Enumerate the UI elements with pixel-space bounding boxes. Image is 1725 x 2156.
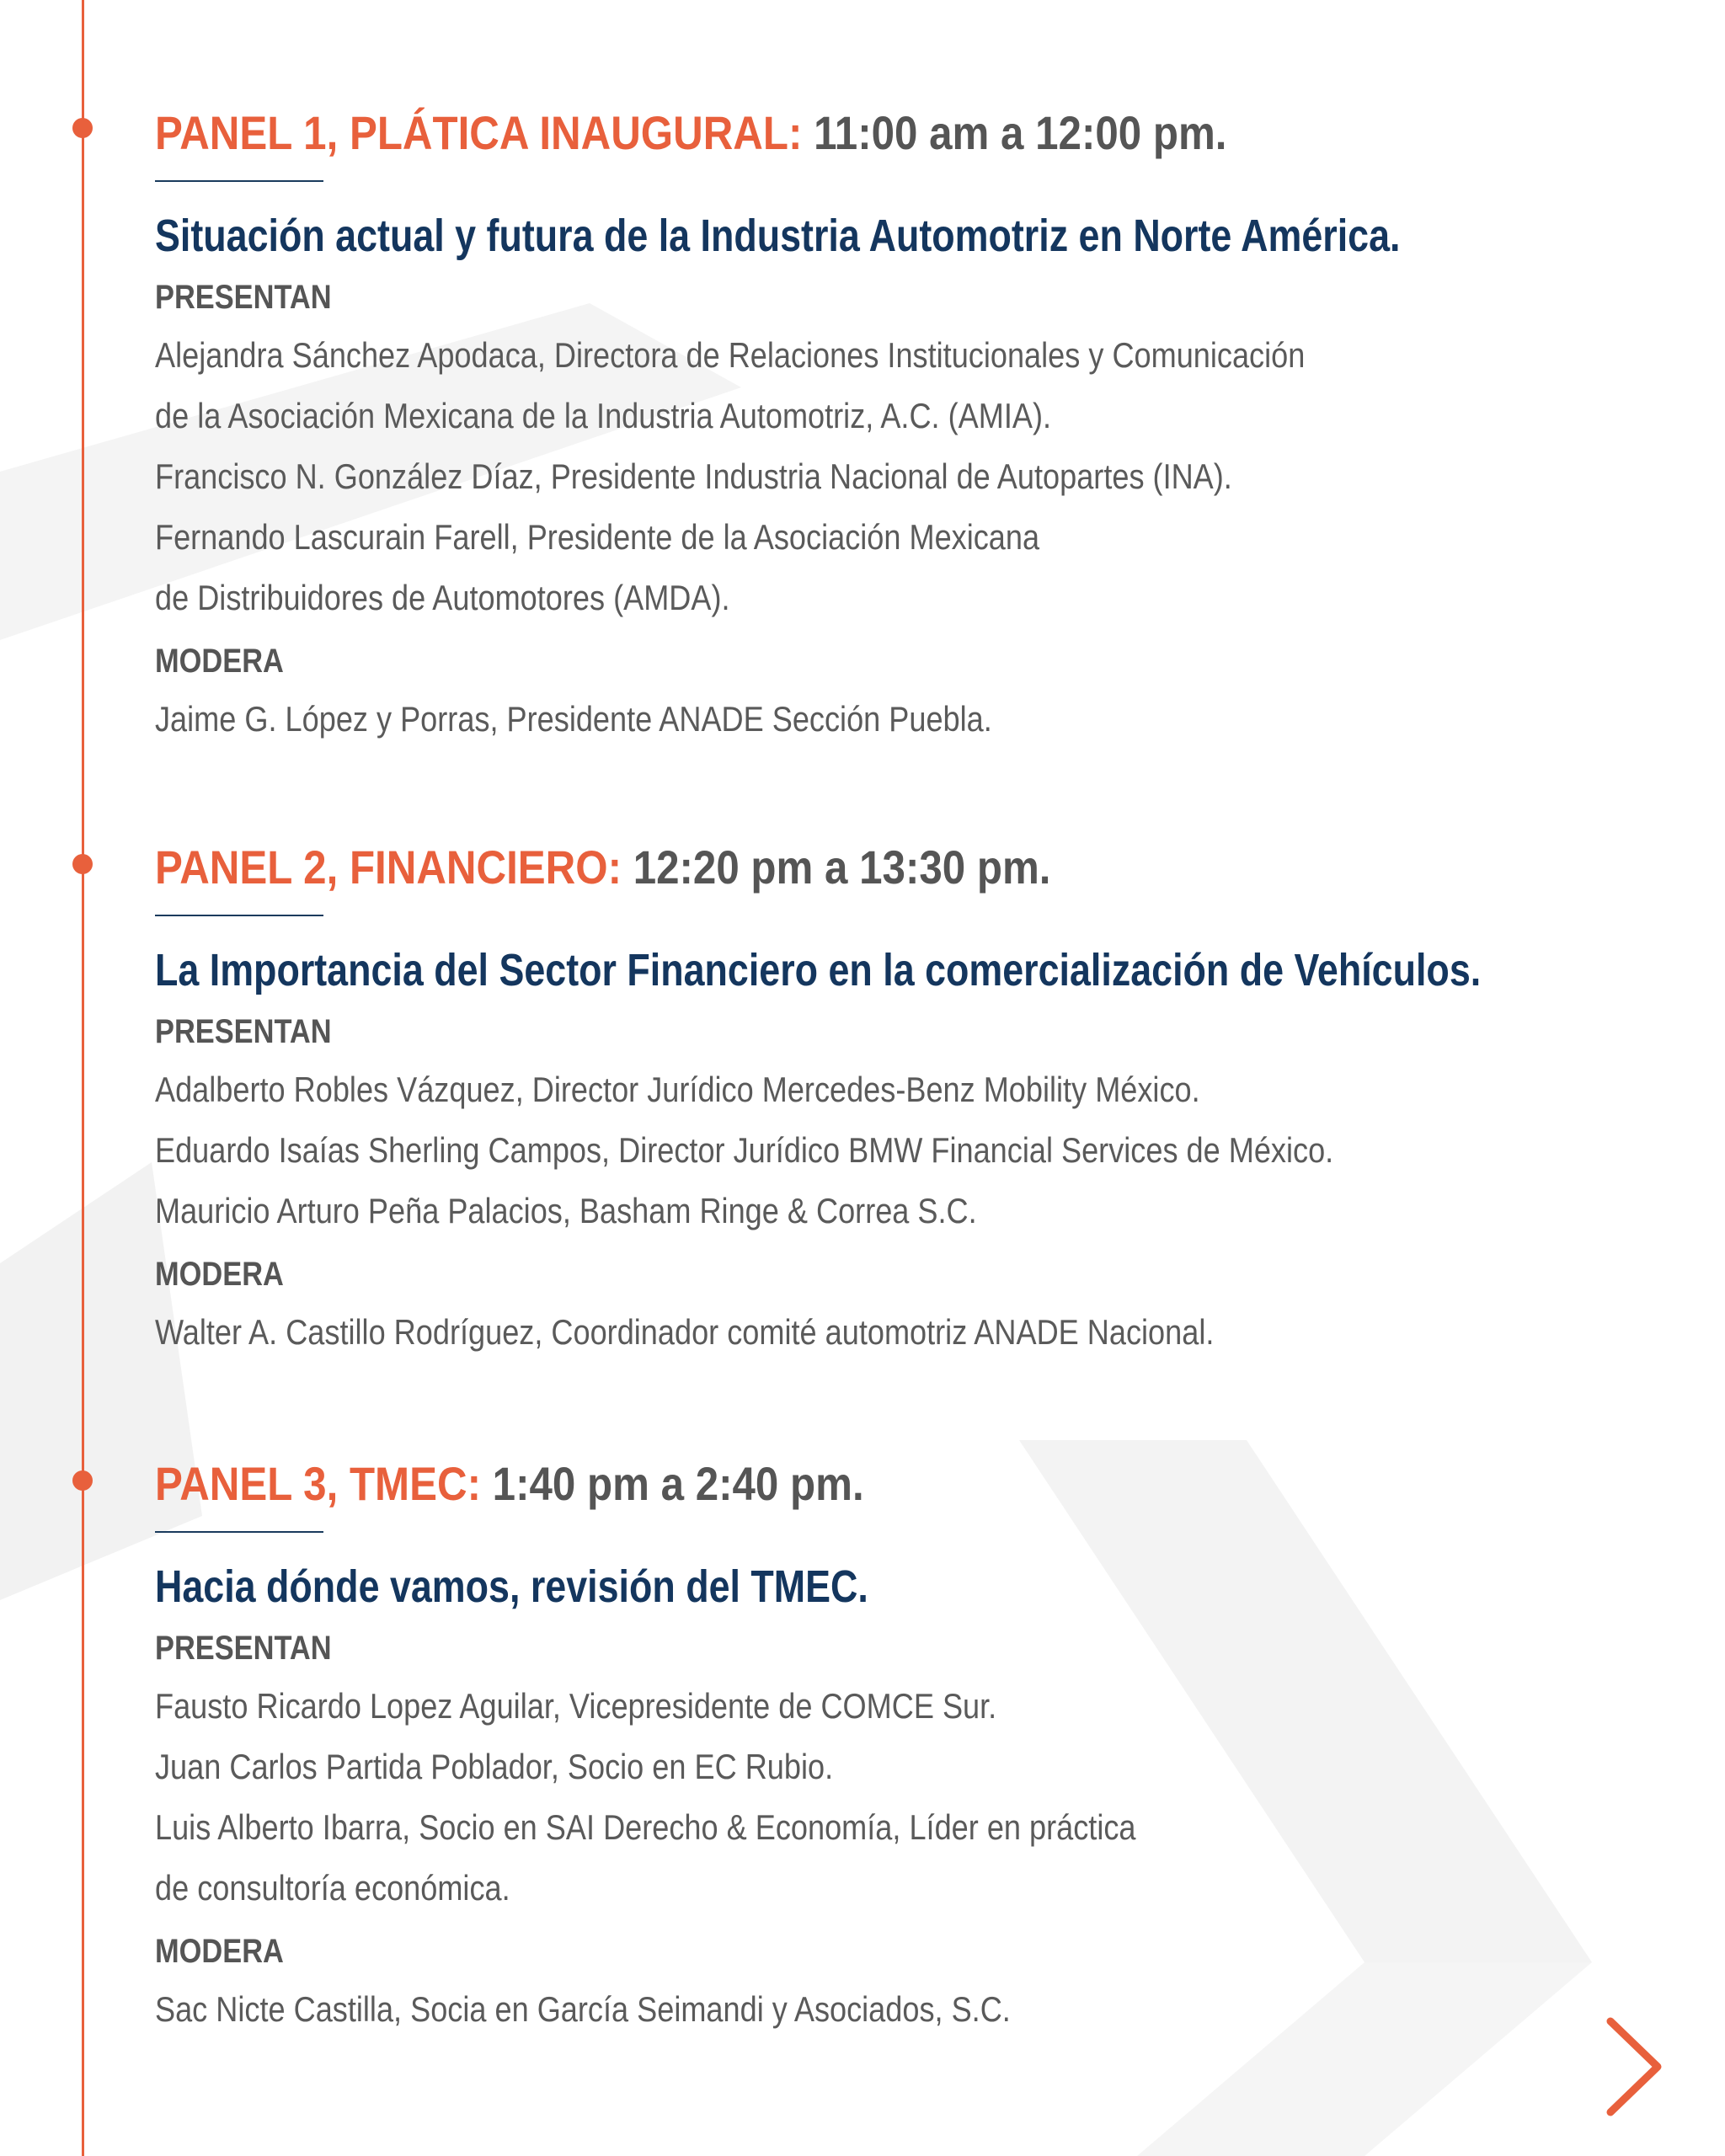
presenter-line: Fausto Ricardo Lopez Aguilar, Vicepresidente de COMCE Sur.: [155, 1686, 997, 1726]
panel-title: Hacia dónde vamos, revisión del TMEC.: [155, 1561, 868, 1612]
panel-divider: [155, 1531, 323, 1533]
presenter-line: Francisco N. González Díaz, Presidente Industria Nacional de Autopartes (INA).: [155, 456, 1232, 496]
panel-heading: [155, 1454, 1489, 1514]
presenter-line: de consultoría económica.: [155, 1868, 510, 1908]
presenter-line: Mauricio Arturo Peña Palacios, Basham Ringe & Correa S.C.: [155, 1191, 977, 1230]
timeline-dot-panel-1: [72, 118, 93, 138]
presenter-line: Juan Carlos Partida Poblador, Socio en EC Rubio.: [155, 1747, 834, 1786]
modera-label: MODERA: [155, 1256, 284, 1293]
presenter-line: Adalberto Robles Vázquez, Director Jurídico Mercedes-Benz Mobility México.: [155, 1070, 1200, 1109]
presenter-line: Eduardo Isaías Sherling Campos, Director Jurídico BMW Financial Services de México.: [155, 1130, 1334, 1170]
panel-time: 12:20 pm a 13:30 pm.: [633, 841, 1051, 894]
panel-time: 1:40 pm a 2:40 pm.: [492, 1457, 864, 1510]
presentan-label: PRESENTAN: [155, 1630, 332, 1667]
presentan-label: PRESENTAN: [155, 1013, 332, 1050]
modera-label: MODERA: [155, 1933, 284, 1970]
timeline-dot-panel-3: [72, 1470, 93, 1491]
moderator-line: Walter A. Castillo Rodríguez, Coordinador comité automotriz ANADE Nacional.: [155, 1312, 1215, 1352]
panel-label: PANEL 3, TMEC:: [155, 1457, 481, 1510]
moderator-line: Jaime G. López y Porras, Presidente ANADE Sección Puebla.: [155, 699, 992, 739]
presentan-label: PRESENTAN: [155, 279, 332, 316]
presenter-line: de Distribuidores de Automotores (AMDA).: [155, 578, 730, 617]
panel-label: PANEL 2, FINANCIERO:: [155, 841, 622, 894]
panel-2: [155, 837, 1671, 1363]
presenter-line: Fernando Lascurain Farell, Presidente de la Asociación Mexicana: [155, 517, 1040, 557]
presenter-line: de la Asociación Mexicana de la Industria Automotriz, A.C. (AMIA).: [155, 396, 1052, 435]
presenter-line: Luis Alberto Ibarra, Socio en SAI Derecho & Economía, Líder en práctica: [155, 1807, 1136, 1847]
panel-time: 11:00 am a 12:00 pm.: [814, 106, 1227, 159]
panel-title: La Importancia del Sector Financiero en la comercialización de Vehículos.: [155, 945, 1482, 995]
modera-label: MODERA: [155, 643, 284, 680]
panel-divider: [155, 915, 323, 916]
panel-title: Situación actual y futura de la Industria Automotriz en Norte América.: [155, 211, 1401, 261]
panel-heading: [155, 837, 1489, 898]
moderator-line: Sac Nicte Castilla, Socia en García Seimandi y Asociados, S.C.: [155, 1989, 1011, 2029]
panel-heading: [155, 103, 1489, 163]
timeline-dot-panel-2: [72, 854, 93, 874]
panel-3: [155, 1454, 1671, 2040]
panel-divider: [155, 180, 323, 182]
panel-1: [155, 103, 1671, 750]
chevron-right-icon[interactable]: [1600, 2015, 1668, 2119]
presenter-line: Alejandra Sánchez Apodaca, Directora de Relaciones Institucionales y Comunicación: [155, 335, 1306, 375]
panel-label: PANEL 1, PLÁTICA INAUGURAL:: [155, 106, 803, 159]
timeline-line: [82, 0, 84, 2156]
